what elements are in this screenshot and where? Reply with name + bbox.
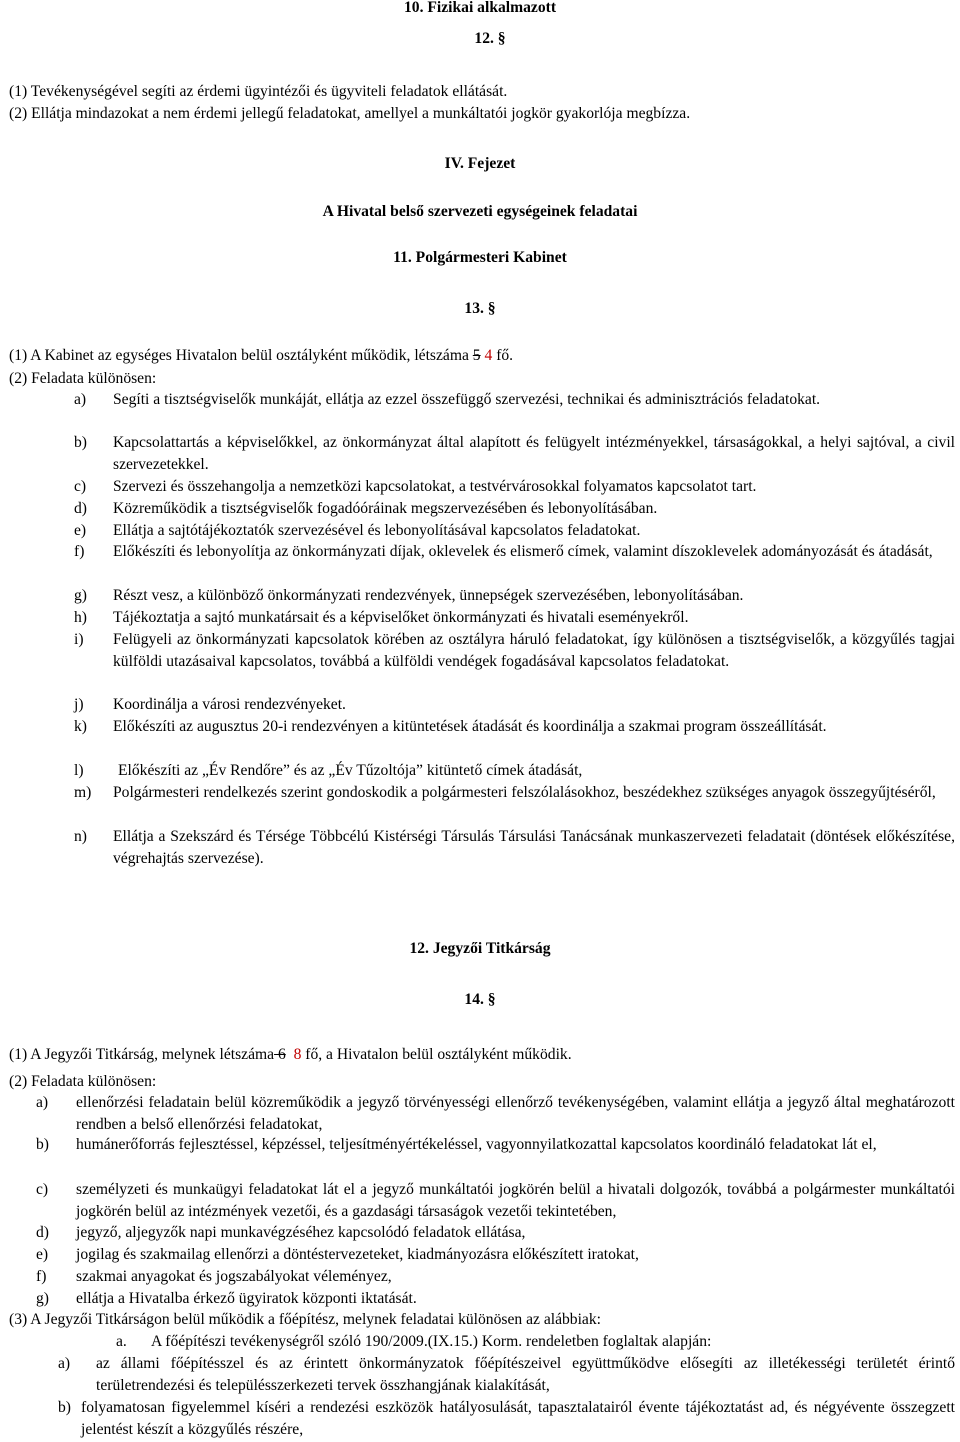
paragraph-text: (1) Tevékenységével segíti az érdemi ügyintézői és ügyviteli feladatok ellátását.	[9, 83, 508, 100]
chapter-subtitle: A Hivatal belső szervezeti egységeinek feladatai	[322, 203, 638, 220]
list-item: jogilag és szakmailag ellenőrzi a döntéstervezeteket, kiadmányozásra előkészített iratokat,	[76, 1246, 639, 1263]
paragraph-text-part: fő, a Hivatalon belül osztályként működik.	[301, 1046, 572, 1063]
list-item: Közreműködik a tisztségviselők fogadóóráinak megszervezésében és lebonyolításában.	[113, 500, 658, 517]
list-label: a)	[36, 1094, 49, 1111]
chapter-title: IV. Fejezet	[444, 155, 516, 172]
list-label: n)	[74, 828, 87, 845]
paragraph-text	[9, 345, 513, 367]
list-item: Részt vesz, a különböző önkormányzati rendezvények, ünnepségek szervezésében, lebonyolításában.	[113, 587, 744, 604]
list-label: m)	[74, 784, 92, 801]
paragraph-text: (2) Feladata különösen:	[9, 1073, 157, 1090]
sub-paragraph: A főépítészi tevékenységről szóló 190/2009.(IX.15.) Korm. rendeletben foglaltak alapján:	[151, 1333, 712, 1350]
list-item: humánerőforrás fejlesztéssel, képzéssel, teljesítményértékeléssel, vagyonnyilatkozattal kapcsolatos koordináló feladatokat lát el,	[76, 1136, 877, 1153]
paragraph-text-part: fő.	[492, 347, 514, 364]
list-item: Ellátja a sajtótájékoztatók szervezésével és lebonyolításával kapcsolatos feladatokat.	[113, 522, 641, 539]
deleted-value: 6	[274, 1046, 286, 1063]
list-item: ellátja a Hivatalba érkező ügyiratok központi iktatását.	[76, 1290, 417, 1307]
list-item: Felügyeli az önkormányzati kapcsolatok körében az osztályra háruló feladatokat, így különösen a tisztségviselők, a közgyűlés tagjai külföldi utazásaival kapcsolatos, továbbá a külföldi vendégek fogadásával kapcsolatos feladatokat.	[113, 631, 955, 670]
list-label: a.	[116, 1333, 127, 1350]
list-label: d)	[74, 500, 87, 517]
inserted-value: 4	[484, 347, 493, 364]
list-label: c)	[74, 478, 87, 495]
list-label: i)	[74, 631, 84, 648]
paragraph-text-part: (1) A Kabinet az egységes Hivatalon belül osztályként működik, létszáma	[9, 347, 473, 364]
list-item: Kapcsolattartás a képviselőkkel, az önkormányzat által alapított és felügyelt intézményekkel, társaságokkal, a helyi sajtóval, a civil szervezetekkel.	[113, 434, 955, 473]
list-label: a)	[58, 1355, 71, 1372]
list-item: ellenőrzési feladatain belül közreműködik a jegyző törvényességi ellenőrző tevékenységében, valamint ellátja a jegyző által meghatározott rendben a belső ellenőrzési feladatokat,	[76, 1094, 955, 1133]
list-item: Koordinálja a városi rendezvényeket.	[113, 696, 346, 713]
list-label: b)	[74, 434, 87, 451]
list-item: Előkészíti az „Év Rendőre” és az „Év Tűzoltója” kitüntető címek átadását,	[118, 762, 583, 779]
section-title: 10. Fizikai alkalmazott	[403, 0, 557, 16]
list-item: folyamatosan figyelemmel kíséri a rendezési eszközök hatályosulását, tapasztalatairól évente tájékoztatást ad, és négyévente összegzett jelentést készít a közgyűlés részére,	[81, 1399, 955, 1438]
paragraph-text: (2) Ellátja mindazokat a nem érdemi jellegű feladatokat, amellyel a munkáltatói jogkör gyakorlója megbízza.	[9, 105, 691, 122]
list-label: g)	[36, 1290, 49, 1307]
paragraph-text: (2) Feladata különösen:	[9, 370, 157, 387]
list-label: j)	[74, 696, 84, 713]
list-label: h)	[74, 609, 87, 626]
deleted-value: 5	[472, 347, 481, 364]
list-label: g)	[74, 587, 87, 604]
list-item: Segíti a tisztségviselők munkáját, ellátja az ezzel összefüggő szervezési, technikai és adminisztrációs feladatokat.	[113, 391, 821, 408]
list-item: Tájékoztatja a sajtó munkatársait és a képviselőket önkormányzati és hivatali eseményekről.	[113, 609, 689, 626]
list-label: e)	[74, 522, 87, 539]
paragraph-text	[9, 1044, 572, 1066]
paragraph-number: 12. §	[474, 30, 506, 47]
list-label: e)	[36, 1246, 49, 1263]
list-label: b)	[36, 1136, 49, 1153]
list-item: Polgármesteri rendelkezés szerint gondoskodik a polgármesteri felszólalásokhoz, beszédekhez szükséges anyagok összegyűjtéséről,	[113, 784, 936, 801]
section-title: 12. Jegyzői Titkárság	[409, 940, 551, 957]
list-item: Előkészíti és lebonyolítja az önkormányzati díjak, oklevelek és elismerő címek, valamint díszoklevelek adományozását és átadását,	[113, 543, 933, 560]
list-item: Ellátja a Szekszárd és Térsége Többcélú Kistérségi Társulás Társulási Tanácsának munkaszervezeti feladatait (döntések előkészítése, végrehajtás szervezése).	[113, 828, 955, 867]
inserted-value: 8	[293, 1046, 302, 1063]
paragraph-text-part: (1) A Jegyzői Titkárság, melynek létszáma	[9, 1046, 275, 1063]
list-label: f)	[74, 543, 85, 560]
section-title: 11. Polgármesteri Kabinet	[393, 249, 567, 266]
list-item: Előkészíti az augusztus 20-i rendezvényen a kitüntetések átadását és koordinálja a szakmai program összeállítását.	[113, 718, 827, 735]
paragraph-number: 14. §	[464, 991, 496, 1008]
list-label: c)	[36, 1181, 49, 1198]
list-item: jegyző, aljegyzők napi munkavégzéséhez kapcsolódó feladatok ellátása,	[76, 1224, 526, 1241]
list-item: személyzeti és munkaügyi feladatokat lát el a jegyző munkáltatói jogkörén belül a hivatali dolgozók, továbbá a polgármester munkáltatói jogkörén belül az intézmények vezetői, és a gazdasági társaságok vezetői tekintetében,	[76, 1181, 955, 1220]
list-item: Szervezi és összehangolja a nemzetközi kapcsolatokat, a testvérvárosokkal folyamatos kapcsolatot tart.	[113, 478, 757, 495]
list-item: szakmai anyagokat és jogszabályokat véleményez,	[76, 1268, 392, 1285]
list-label: f)	[36, 1268, 47, 1285]
list-label: k)	[74, 718, 87, 735]
list-label: b)	[58, 1399, 71, 1416]
paragraph-text: (3) A Jegyzői Titkárságon belül működik a főépítész, melynek feladatai különösen az alábbiak:	[9, 1311, 601, 1328]
list-item: az állami főépítésszel és az érintett önkormányzatok főépítészeivel együttműködve elősegíti az illetékességi területét érintő területrendezési és településszerkezeti tervek összhangjának kialakítását,	[96, 1355, 955, 1394]
paragraph-number: 13. §	[464, 300, 496, 317]
list-label: l)	[74, 762, 84, 779]
list-label: a)	[74, 391, 87, 408]
list-label: d)	[36, 1224, 49, 1241]
